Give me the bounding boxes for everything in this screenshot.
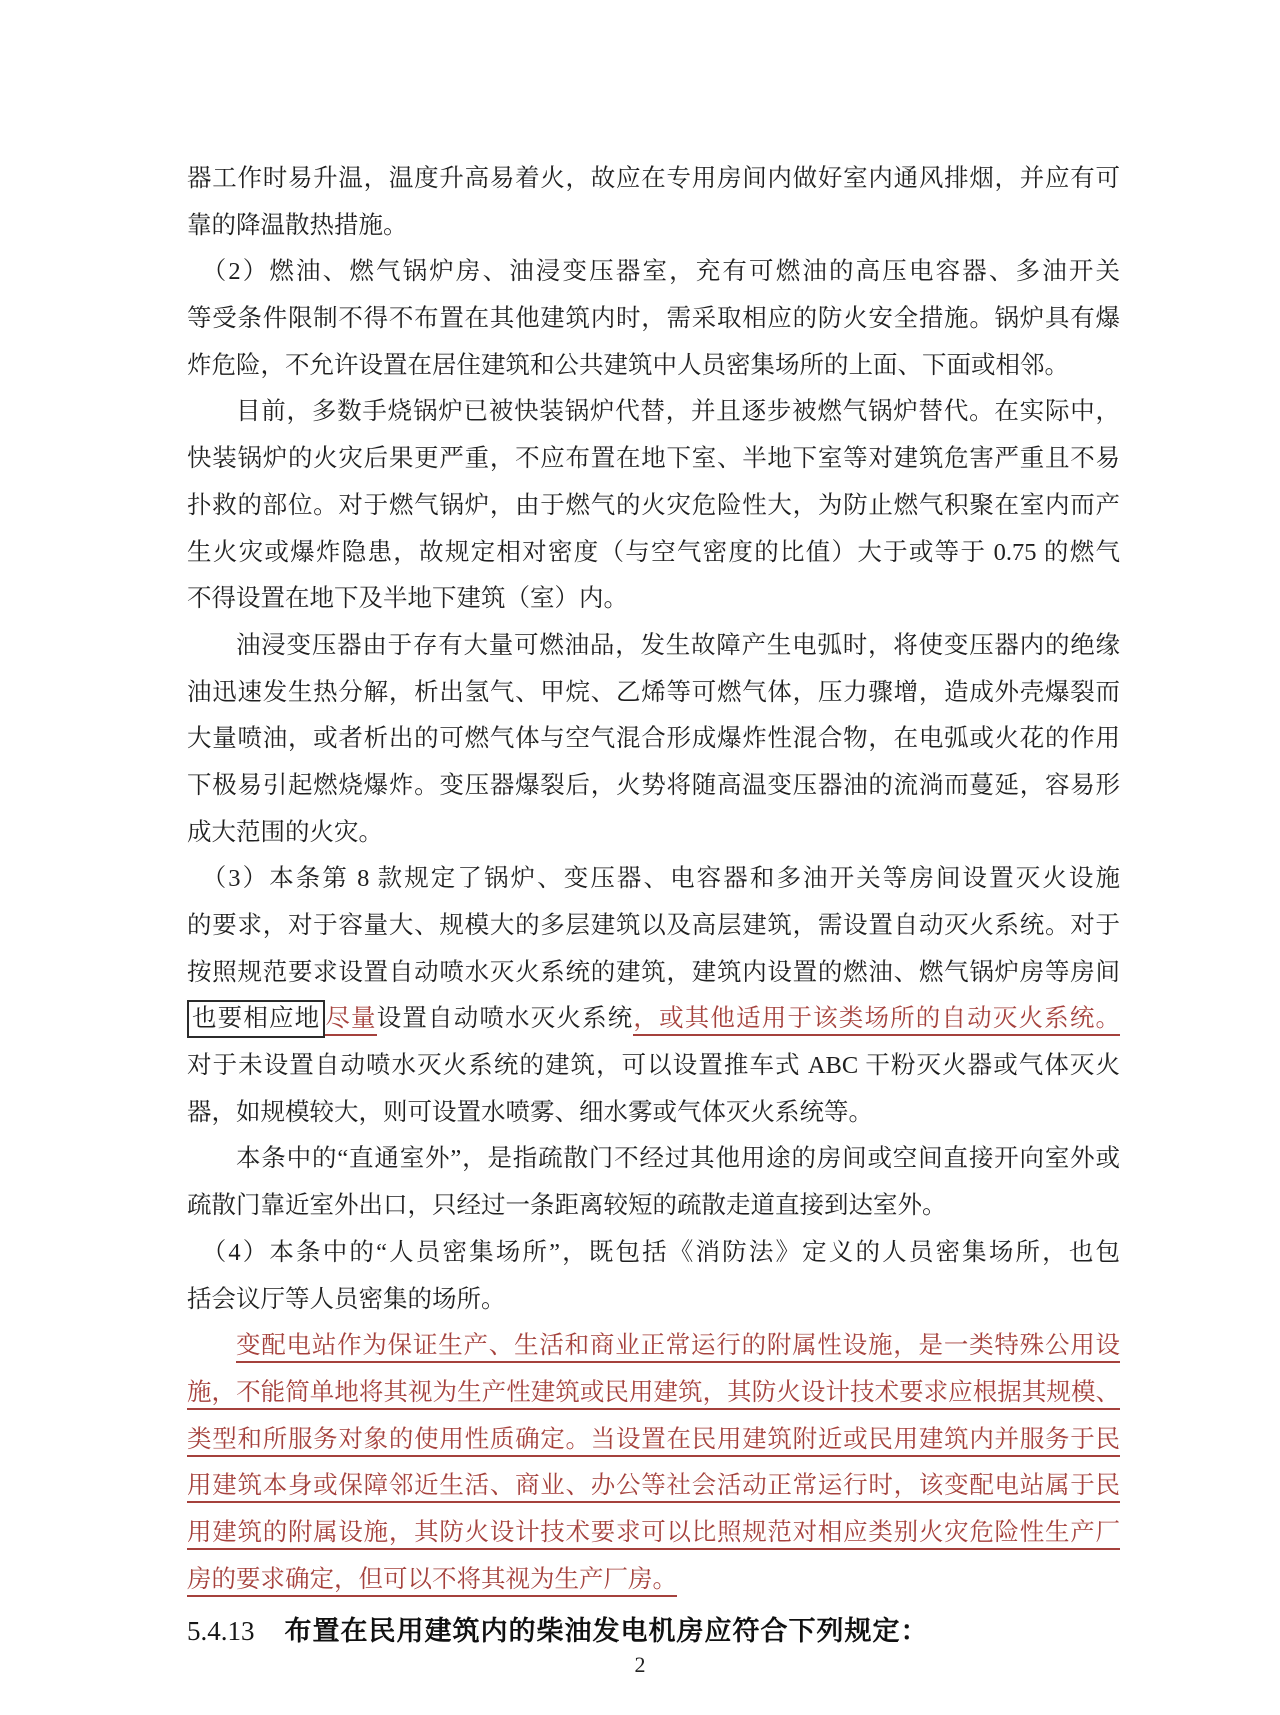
text-line bbox=[187, 810, 1120, 857]
body-text: 疏散门靠近室外出口，只经过一条距离较短的疏散走道直接到达室外。 bbox=[187, 1192, 947, 1220]
section-heading bbox=[187, 1606, 1120, 1656]
text-line bbox=[187, 670, 1120, 717]
text-line bbox=[187, 950, 1120, 997]
text-line bbox=[187, 996, 1120, 1043]
page-number: 2 bbox=[634, 1652, 646, 1677]
body-text: 目前，多数手烧锅炉已被快装锅炉代替，并且逐步被燃气锅炉替代。在实际中， bbox=[236, 398, 1120, 426]
text-line bbox=[187, 1370, 1120, 1417]
text-line bbox=[187, 1230, 1120, 1277]
text-line bbox=[187, 203, 1120, 250]
body-text: 成大范围的火灾。 bbox=[187, 818, 383, 846]
text-line bbox=[187, 343, 1120, 390]
text-line bbox=[187, 903, 1120, 950]
text-line bbox=[187, 389, 1120, 436]
text-line bbox=[187, 530, 1120, 577]
revision-inserted-text: 尽量 bbox=[325, 1005, 376, 1036]
text-line bbox=[187, 716, 1120, 763]
text-line bbox=[187, 156, 1120, 203]
revision-inserted-text: 变配电站作为保证生产、生活和商业正常运行的附属性设施，是一类特殊公用设 bbox=[236, 1332, 1120, 1363]
body-text: 本条中的“直通室外”，是指疏散门不经过其他用途的房间或空间直接开向室外或 bbox=[236, 1145, 1120, 1173]
body-text: （2）燃油、燃气锅炉房、油浸变压器室，充有可燃油的高压电容器、多油开关 bbox=[201, 258, 1120, 286]
text-line bbox=[187, 296, 1120, 343]
text-line bbox=[187, 1090, 1120, 1137]
text-line bbox=[187, 763, 1120, 810]
body-text: 快装锅炉的火灾后果更严重，不应布置在地下室、半地下室等对建筑危害严重且不易 bbox=[187, 445, 1120, 473]
body-text: 扑救的部位。对于燃气锅炉，由于燃气的火灾危险性大，为防止燃气积聚在室内而产 bbox=[187, 491, 1120, 519]
section-heading-text: 布置在民用建筑内的柴油发电机房应符合下列规定： bbox=[284, 1616, 929, 1648]
text-line bbox=[187, 1463, 1120, 1510]
revision-inserted-text: 用建筑本身或保障邻近生活、商业、办公等社会活动正常运行时，该变配电站属于民 bbox=[187, 1472, 1120, 1503]
text-line bbox=[187, 1136, 1120, 1183]
text-line bbox=[187, 1043, 1120, 1090]
body-text: 等受条件限制不得不布置在其他建筑内时，需采取相应的防火安全措施。锅炉具有爆 bbox=[187, 305, 1120, 333]
body-text: 炸危险，不允许设置在居住建筑和公共建筑中人员密集场所的上面、下面或相邻。 bbox=[187, 351, 1069, 379]
text-line bbox=[187, 576, 1120, 623]
body-text: 括会议厅等人员密集的场所。 bbox=[187, 1285, 506, 1313]
body-text: 不得设置在地下及半地下建筑（室）内。 bbox=[187, 585, 628, 613]
body-text: 生火灾或爆炸隐患，故规定相对密度（与空气密度的比值）大于或等于 0.75 的燃气 bbox=[187, 538, 1120, 566]
body-text: 的要求，对于容量大、规模大的多层建筑以及高层建筑，需设置自动灭火系统。对于 bbox=[187, 912, 1120, 939]
document-content bbox=[187, 156, 1120, 1656]
text-line bbox=[187, 249, 1120, 296]
text-line bbox=[187, 483, 1120, 530]
body-text: 靠的降温散热措施。 bbox=[187, 211, 408, 239]
body-text: 器工作时易升温，温度升高易着火，故应在专用房间内做好室内通风排烟，并应有可 bbox=[187, 165, 1120, 192]
revision-inserted-text: 施，不能简单地将其视为生产性建筑或民用建筑，其防火设计技术要求应根据其规模、 bbox=[187, 1379, 1120, 1410]
revision-inserted-text: 用建筑的附属设施，其防火设计技术要求可以比照规范对相应类别火灾危险性生产厂 bbox=[187, 1519, 1120, 1550]
section-number: 5.4.13 bbox=[187, 1616, 255, 1647]
body-text: 器，如规模较大，则可设置水喷雾、细水雾或气体灭火系统等。 bbox=[187, 1098, 873, 1126]
text-line bbox=[187, 1323, 1120, 1370]
body-text: 对于未设置自动喷水灭火系统的建筑，可以设置推车式 ABC 干粉灭火器或气体灭火 bbox=[187, 1052, 1120, 1080]
revision-inserted-text: 类型和所服务对象的使用性质确定。当设置在民用建筑附近或民用建筑内并服务于民 bbox=[187, 1426, 1120, 1457]
revision-inserted-text: ，或其他适用于该类场所的自动灭火系统。 bbox=[633, 1005, 1120, 1036]
body-text: （4）本条中的“人员密集场所”，既包括《消防法》定义的人员密集场所，也包 bbox=[201, 1238, 1120, 1266]
text-line bbox=[187, 1277, 1120, 1324]
body-text: 设置自动喷水灭火系统 bbox=[376, 1005, 634, 1033]
body-text: 按照规范要求设置自动喷水灭火系统的建筑，建筑内设置的燃油、燃气锅炉房等房间 bbox=[187, 958, 1120, 986]
boxed-revision-text: 也要相应地 bbox=[187, 1000, 325, 1038]
text-line bbox=[187, 1183, 1120, 1230]
text-line bbox=[187, 856, 1120, 903]
text-line bbox=[187, 436, 1120, 483]
revision-inserted-text: 房的要求确定，但可以不将其视为生产厂房。 bbox=[187, 1566, 677, 1597]
text-line bbox=[187, 1557, 1120, 1604]
body-text: （3）本条第 8 款规定了锅炉、变压器、电容器和多油开关等房间设置灭火设施 bbox=[201, 865, 1120, 893]
body-text: 下极易引起燃烧爆炸。变压器爆裂后，火势将随高温变压器油的流淌而蔓延，容易形 bbox=[187, 771, 1120, 799]
body-text: 油迅速发生热分解，析出氢气、甲烷、乙烯等可燃气体，压力骤增，造成外壳爆裂而 bbox=[187, 678, 1120, 706]
text-line bbox=[187, 1417, 1120, 1464]
text-line bbox=[187, 623, 1120, 670]
text-line bbox=[187, 1510, 1120, 1557]
body-text: 大量喷油，或者析出的可燃气体与空气混合形成爆炸性混合物，在电弧或火花的作用 bbox=[187, 725, 1120, 753]
body-text: 油浸变压器由于存有大量可燃油品，发生故障产生电弧时，将使变压器内的绝缘 bbox=[236, 631, 1120, 659]
